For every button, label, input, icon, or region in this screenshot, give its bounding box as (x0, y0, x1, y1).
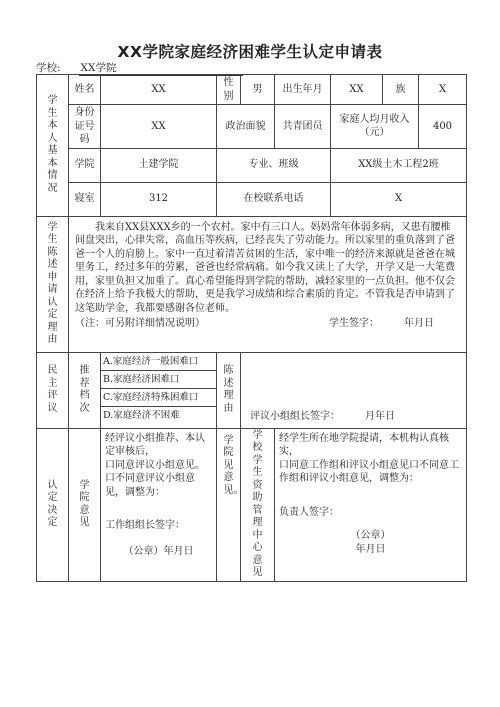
reason-text: 我来自XX县XXX乡的一个农村。家中有三口人。妈妈常年体弱多病，又患有腰椎间盘突出，心律失常，高血压等疾病，已经丧失了劳动能力。所以家里的重负落到了爸爸一个人的肩膀上。家中一直过着清苦贫困的生活，家中唯一的经济来源就是爸爸在城里务工，经过多年的劳累，爸爸也经常病痛。如今我又读上了大学，开学又是一大笔费用，家里负担又加重了。真心希望能得到学院的帮助，减轻家里的一点负担。他不仅会在经济上给予我极大的帮助，更是我学习成绩和综合素质的肯定。不管我是否申请到了这笔助学金，我都要感谢各位老师。 (75, 221, 455, 314)
income-label: 家庭人均月收入（元） (331, 105, 419, 149)
dorm-field[interactable]: 312 (101, 182, 217, 216)
application-form-table (36, 74, 467, 582)
option-d-checkbox[interactable]: D.家庭经济不困难 (103, 409, 180, 421)
phone-label: 在校联系电话 (217, 182, 331, 216)
table-row (37, 352, 467, 428)
student-signature-line: 学生签字： 年月日 (329, 318, 434, 329)
college-agree-checkbox[interactable]: 口同意评议小组意见。 (105, 459, 205, 471)
recommend-options (101, 352, 217, 428)
reason-note: （注：可另附详细情况说明） (75, 318, 205, 329)
recommend-level-label: 推荐档次 (69, 352, 101, 428)
center-decision-checkbox[interactable]: 口同意工作组和评议小组意见口不同意工作组和评议小组意见，调整为： (279, 459, 459, 484)
college-opinion-field[interactable] (101, 428, 217, 581)
school-label: 学校: (36, 62, 61, 74)
college-opinion-label: 学院意见 (69, 428, 101, 581)
college-stamp-date: （公章）年月日 (123, 545, 194, 557)
center-date: 年月日 (355, 543, 386, 555)
table-row (37, 216, 467, 352)
dorm-label: 寝室 (69, 182, 101, 216)
political-label: 政治面貌 (217, 105, 275, 149)
ethnic-field[interactable]: X (419, 75, 467, 105)
college-disagree-checkbox[interactable]: 口不同意评议小组意见，调整为： (105, 473, 195, 498)
basic-info-section-label: 学生本人基本情况 (37, 75, 69, 217)
table-row (37, 75, 467, 105)
id-field[interactable]: XX (101, 105, 217, 149)
name-label: 姓名 (69, 75, 101, 105)
gender-field[interactable]: 男 (241, 75, 275, 105)
table-row (37, 105, 467, 149)
review-leader-signature: 评议小组组长签字： 月年日 (250, 411, 395, 422)
reason-section-label: 学生陈述申请认定理由 (37, 216, 69, 352)
major-label: 专业、班级 (217, 148, 331, 182)
center-leader-signature: 负责人签字： (279, 506, 339, 518)
income-field[interactable]: 400 (419, 105, 467, 149)
id-label: 身份证号码 (69, 105, 101, 149)
gender-label: 性别 (217, 75, 241, 105)
political-field[interactable]: 共青团员 (275, 105, 331, 149)
major-field[interactable]: XX级土木工程2班 (331, 148, 467, 182)
ethnic-label: 族 (383, 75, 419, 105)
school-field[interactable]: XX学院 (79, 60, 243, 76)
center-opinion-label: 学校学生资助管理中心意见 (241, 428, 275, 581)
college-label: 学院 (69, 148, 101, 182)
birth-label: 出生年月 (275, 75, 331, 105)
review-section-label: 民主评议 (37, 352, 69, 428)
footer-mark: · (40, 575, 42, 582)
decision-section-label: 认定决定 (37, 428, 69, 581)
option-a-checkbox[interactable]: A.家庭经济一般困难口 (101, 353, 216, 371)
college-opinion-text: 经评议小组推荐、本认定审核后， (105, 432, 205, 457)
option-b-checkbox[interactable]: B.家庭经济困难口 (101, 371, 216, 389)
center-stamp: （公章） (350, 530, 391, 541)
table-row (37, 148, 467, 182)
statement-field[interactable] (241, 352, 467, 428)
table-row (37, 428, 467, 581)
statement-reason-label: 陈述理由 (217, 352, 241, 428)
center-opinion-text: 经学生所在地学院提请，本机构认真核实， (279, 432, 449, 457)
birth-field[interactable]: XX (331, 75, 383, 105)
center-opinion-field[interactable] (275, 428, 467, 581)
college-leader-signature: 工作组组长签字： (105, 520, 185, 531)
college-side-note: 学院见意见。 (217, 428, 241, 581)
college-field[interactable]: 土建学院 (101, 148, 217, 182)
phone-field[interactable]: X (331, 182, 467, 216)
table-row (37, 182, 467, 216)
name-field[interactable]: XX (101, 75, 217, 105)
form-title: XX学院家庭经济困难学生认定申请表 (117, 43, 383, 61)
option-c-checkbox[interactable]: C.家庭经济特殊困难口 (101, 389, 216, 407)
reason-field[interactable] (69, 216, 467, 352)
